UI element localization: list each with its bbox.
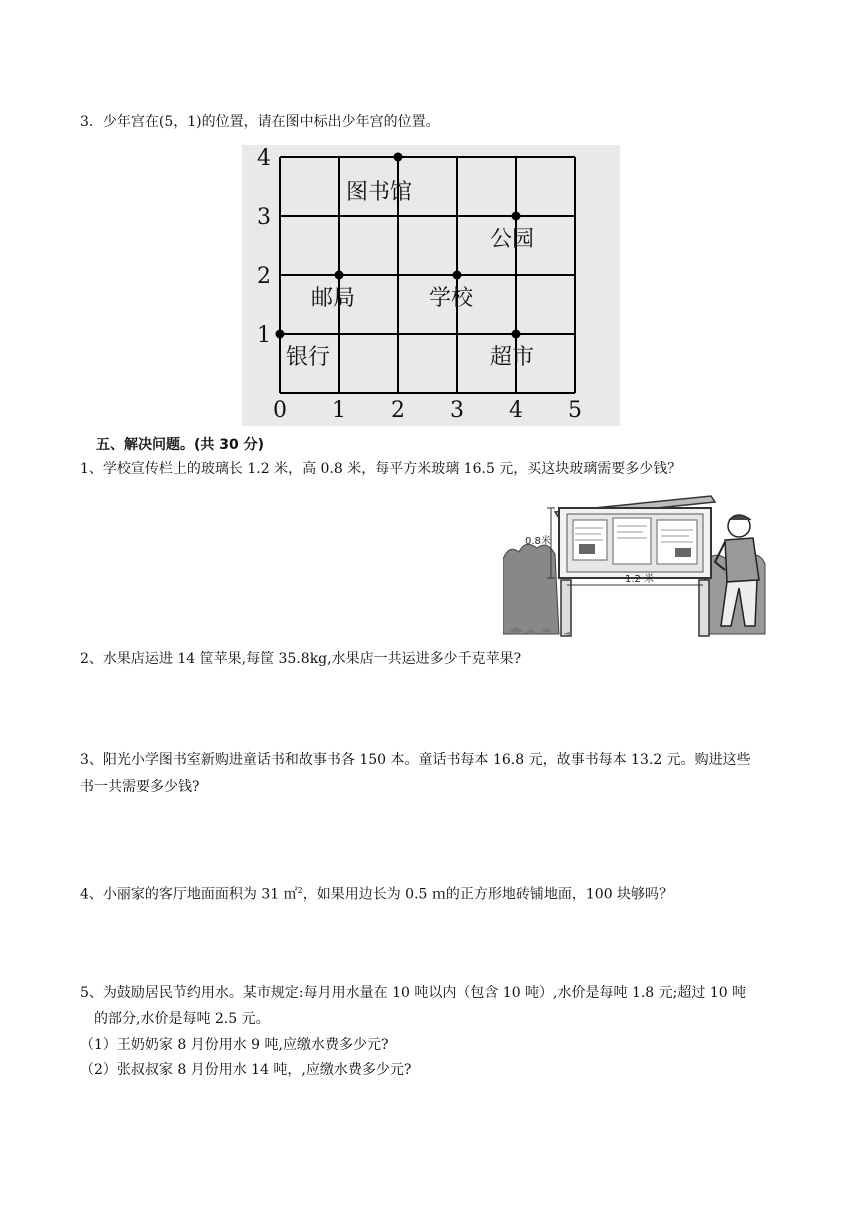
place-point (335, 271, 344, 280)
y-tick-label: 2 (257, 264, 271, 289)
y-tick-label: 4 (257, 146, 271, 171)
problem-3-line-2: 书一共需要多少钱? (80, 779, 200, 795)
problem-5-line-2: 的部分,水价是每吨 2.5 元。 (94, 1011, 270, 1027)
problem-4-superscript: 2 (297, 886, 303, 895)
x-tick-label: 3 (450, 398, 464, 423)
place-point (394, 153, 403, 162)
place-point (512, 330, 521, 339)
place-label: 公园 (490, 227, 535, 252)
place-label: 图书馆 (346, 180, 413, 205)
width-label: 1.2 米 (625, 574, 655, 585)
place-label: 邮局 (311, 286, 356, 311)
x-tick-label: 0 (273, 398, 287, 423)
coordinate-grid-svg (242, 145, 620, 426)
billboard-illustration (503, 484, 785, 639)
notice-picture (579, 544, 595, 554)
question-3-text: 3．少年宫在(5，1)的位置，请在图中标出少年宫的位置。 (80, 114, 440, 130)
problem-4-text (80, 881, 673, 905)
x-tick-label: 2 (391, 398, 405, 423)
post-left (561, 580, 571, 636)
y-tick-label: 3 (257, 205, 271, 230)
coordinate-grid-figure (242, 145, 620, 426)
place-label: 银行 (286, 345, 331, 370)
person-hair (729, 515, 751, 520)
place-point (276, 330, 285, 339)
problem-4-before: 4、小丽家的客厅地面面积为 31 ㎡ (80, 886, 298, 903)
problem-5-sub-2: （2）张叔叔家 8 月份用水 14 吨，,应缴水费多少元? (80, 1062, 412, 1078)
problem-5-line-1: 5、为鼓励居民节约用水。某市规定:每月用水量在 10 吨以内（包含 10 吨）,水价是每吨 1.8 元;超过 10 吨 (80, 985, 747, 1001)
x-tick-label: 1 (332, 398, 346, 423)
problem-3-line-1: 3、阳光小学图书室新购进童话书和故事书各 150 本。童话书每本 16.8 元，故事书每本 13.2 元。购进这些 (80, 752, 751, 768)
problem-1-text: 1、学校宣传栏上的玻璃长 1.2 米，高 0.8 米，每平方米玻璃 16.5 元，买这块玻璃需要多少钱？ (80, 461, 682, 477)
x-tick-label: 5 (568, 398, 582, 423)
notice-picture-2 (675, 548, 691, 557)
post-right (699, 580, 709, 636)
problem-2-text: 2、水果店运进 14 筐苹果,每筐 35.8kg,水果店一共运进多少千克苹果? (80, 651, 522, 667)
notice-2 (613, 518, 651, 564)
place-point (453, 271, 462, 280)
place-point (512, 212, 521, 221)
place-label: 超市 (490, 345, 535, 370)
y-tick-label: 1 (257, 323, 271, 348)
height-label: 0.8米 (525, 536, 551, 547)
section-5-heading: 五、解决问题。(共 30 分) (96, 437, 265, 453)
problem-4-after: ，如果用边长为 0.5 ｍ的正方形地砖铺地面，100 块够吗？ (302, 886, 674, 903)
x-tick-label: 4 (509, 398, 523, 423)
person-shirt (725, 538, 759, 582)
problem-5-sub-1: （1）王奶奶家 8 月份用水 9 吨,应缴水费多少元? (80, 1037, 389, 1053)
place-label: 学校 (429, 286, 474, 311)
